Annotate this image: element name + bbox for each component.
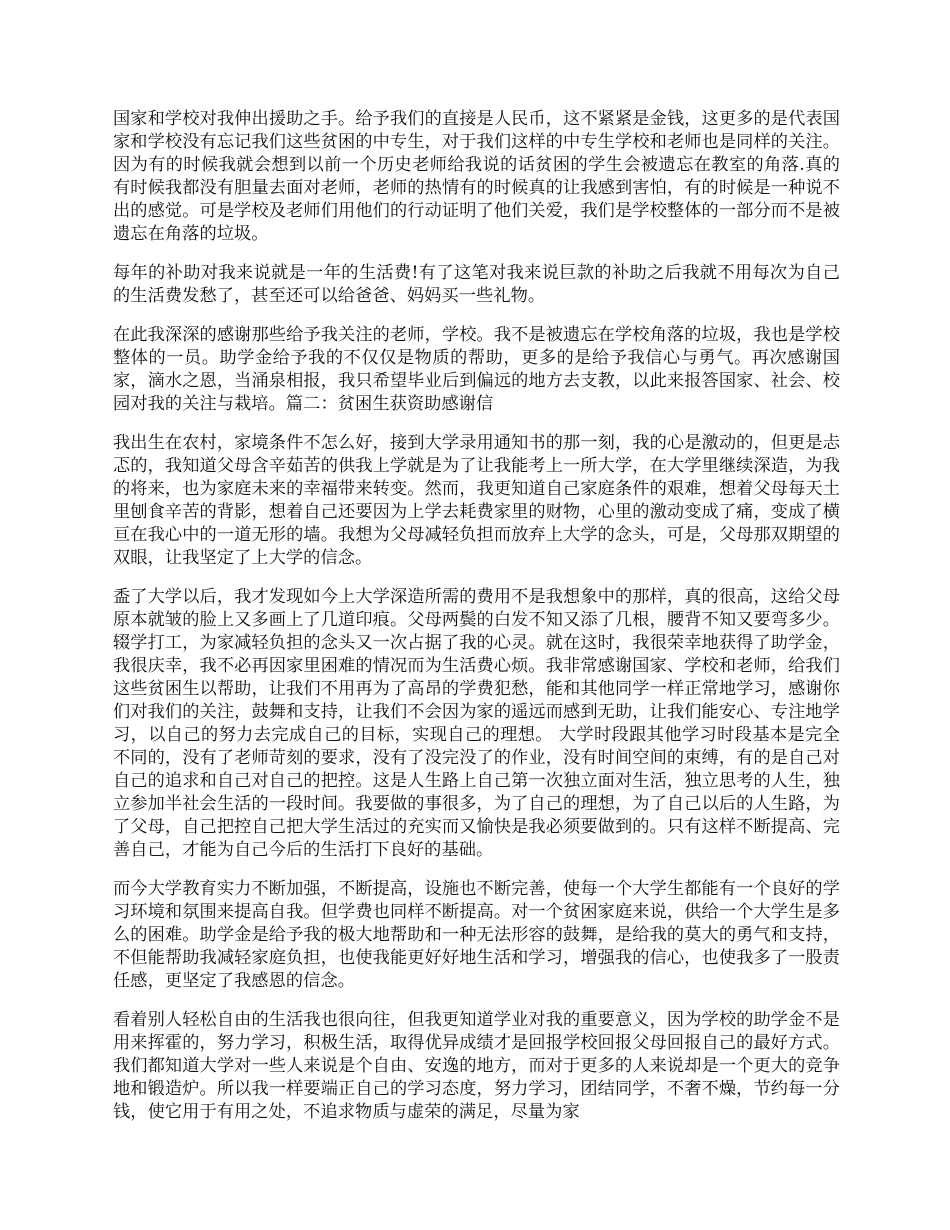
- paragraph: 盉了大学以后，我才发现如今上大学深造所需的费用不是我想象中的那样，真的很高，这给父母原本就皱的脸上又多画上了几道印痕。父母两鬓的白发不知又添了几根，腰背不知又要弯多少。辍学打工，为家减轻负担的念头又一次占据了我的心灵。就在这时，我很荣幸地获得了助学金，我很庆幸，我不必再因家里困难的情况而为生活费心烦。我非常感谢国家、学校和老师，给我们这些贫困生以帮助，让我们不用再为了高昂的学费犯愁，能和其他同学一样正常地学习，感谢你们对我们的关注，鼓舞和支持，让我们不会因为家的遥远而感到无助，让我们能安心、专注地学习，以自己的努力去完成自己的目标，实现自己的理想。 大学时段跟其他学习时段基本是完全不同的，没有了老师苛刻的要求，没有了没完没了的作业，没有时间空间的束缚，有的是自己对自己的追求和自己对自己的把控。这是人生路上自己第一次独立面对生活，独立思考的人生，独立参加半社会生活的一段时间。我要做的事很多，为了自己的理想，为了自己以后的人生路，为了父母，自己把控自己把大学生活过的充实而又愉快是我必须要做到的。只有这样不断提高、完善自己，才能为自己今后的生活打下良好的基础。: [113, 587, 840, 860]
- paragraph: 而今大学教育实力不断加强，不断提高，设施也不断完善，使每一个大学生都能有一个良好的学习环境和氛围来提高自我。但学费也同样不断提高。对一个贫困家庭来说，供给一个大学生是多么的困难。助学金是给予我的极大地帮助和一种无法形容的鼓舞，是给我的莫大的勇气和支持，不但能帮助我减轻家庭负担，也使我能更好好地生活和学习，增强我的信心，也使我多了一股责任感，更坚定了我感恩的信念。: [113, 879, 840, 991]
- paragraph: 每年的补助对我来说就是一年的生活费!有了这笔对我来说巨款的补助之后我就不用每次为自己的生活费发愁了，甚至还可以给爸爸、妈妈买一些礼物。: [113, 263, 840, 306]
- paragraph: 我出生在农村，家境条件不怎么好，接到大学录用通知书的那一刻，我的心是激动的，但更是忐忑的，我知道父母含辛茹苦的供我上学就是为了让我能考上一所大学，在大学里继续深造，为我的将来，也为家庭未来的幸福带来转变。然而，我更知道自己家庭条件的艰难，想着父母每天土里刨食辛苦的背影，想着自己还要因为上学去耗费家里的财物，心里的激动变成了痛，变成了横亘在我心中的一道无形的墙。我想为父母减轻负担而放弃上大学的念头，可是，父母那双期望的双眼，让我坚定了上大学的信念。: [113, 433, 840, 568]
- paragraph: 国家和学校对我伸出援助之手。给予我们的直接是人民币，这不紧紧是金钱，这更多的是代表国家和学校没有忘记我们这些贫困的中专生，对于我们这样的中专生学校和老师也是同样的关注。因为有的时候我就会想到以前一个历史老师给我说的话贫困的学生会被遗忘在教室的角落.真的有时候我都没有胆量去面对老师，老师的热情有的时候真的让我感到害怕，有的时候是一种说不出的感觉。可是学校及老师们用他们的行动证明了他们关爱，我们是学校整体的一部分而不是被遗忘在角落的垃圾。: [113, 109, 840, 244]
- document-body: [113, 108, 840, 1140]
- paragraph: 在此我深深的感谢那些给予我关注的老师，学校。我不是被遗忘在学校角落的垃圾，我也是学校整体的一员。助学金给予我的不仅仅是物质的帮助，更多的是给予我信心与勇气。再次感谢国家，滴水之恩，当涌泉相报，我只希望毕业后到偏远的地方去支教，以此来报答国家、社会、校园对我的关注与栽培。篇二：贫困生获资助感谢信: [113, 325, 840, 414]
- paragraph: 看着别人轻松自由的生活我也很向往，但我更知道学业对我的重要意义，因为学校的助学金不是用来挥霍的，努力学习，积极生活，取得优异成绩才是回报学校回报父母回报自己的最好方式。我们都知道大学对一些人来说是个自由、安逸的地方，而对于更多的人来说却是一个更大的竞争地和锻造炉。所以我一样要端正自己的学习态度，努力学习，团结同学，不奢不燥，节约每一分钱，使它用于有用之处，不追求物质与虚荣的满足，尽量为家: [113, 1010, 840, 1122]
